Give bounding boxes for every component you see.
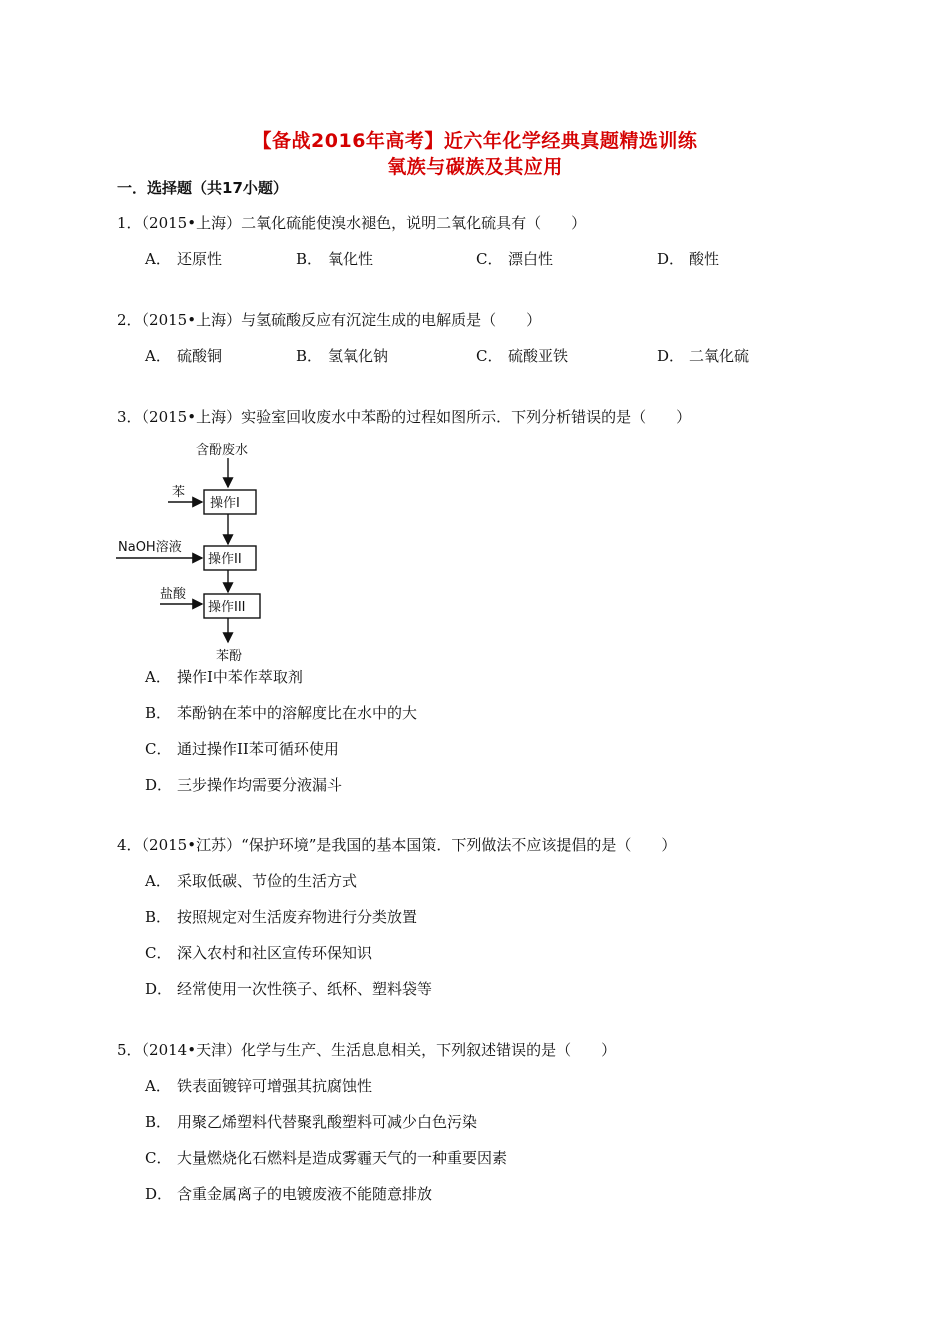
- flow-step1-input: 苯: [172, 485, 186, 500]
- q1-option-c: C． 漂白性: [476, 250, 554, 268]
- q1-option-d: D． 酸性: [657, 250, 720, 268]
- q3-option-c: C． 通过操作II苯可循环使用: [145, 740, 339, 758]
- flow-step2-input: NaOH溶液: [118, 540, 182, 555]
- q3-option-a: A． 操作I中苯作萃取剂: [145, 668, 303, 686]
- question-3-stem: 3．（2015•上海）实验室回收废水中苯酚的过程如图所示．下列分析错误的是（ ）: [117, 408, 692, 426]
- flow-box-step3-label: 操作III: [208, 600, 246, 615]
- question-1-stem: 1．（2015•上海）二氧化硫能使溴水褪色，说明二氧化硫具有（ ）: [117, 214, 587, 232]
- phenol-recovery-flowchart: [112, 438, 292, 668]
- q5-option-b: B． 用聚乙烯塑料代替聚乳酸塑料可减少白色污染: [145, 1113, 478, 1131]
- q5-option-a: A． 铁表面镀锌可增强其抗腐蚀性: [145, 1077, 373, 1095]
- question-5-stem: 5．（2014•天津）化学与生产、生活息息相关，下列叙述错误的是（ ）: [117, 1041, 617, 1059]
- flow-step3-input: 盐酸: [160, 587, 187, 602]
- q2-option-c: C． 硫酸亚铁: [476, 347, 569, 365]
- q2-option-d: D． 二氧化硫: [657, 347, 750, 365]
- flow-top-label: 含酚废水: [196, 443, 249, 458]
- q3-option-b: B． 苯酚钠在苯中的溶解度比在水中的大: [145, 704, 418, 722]
- question-4-stem: 4．（2015•江苏）“保护环境”是我国的基本国策．下列做法不应该提倡的是（ ）: [117, 836, 677, 854]
- q4-option-d: D． 经常使用一次性筷子、纸杯、塑料袋等: [145, 980, 433, 998]
- document-subtitle: 氧族与碳族及其应用: [387, 156, 563, 178]
- q1-option-b: B． 氧化性: [296, 250, 374, 268]
- q5-option-c: C． 大量燃烧化石燃料是造成雾霾天气的一种重要因素: [145, 1149, 508, 1167]
- q3-option-d: D． 三步操作均需要分液漏斗: [145, 776, 343, 794]
- q2-option-b: B． 氢氧化钠: [296, 347, 389, 365]
- q4-option-a: A． 采取低碳、节俭的生活方式: [145, 872, 358, 890]
- q2-option-a: A． 硫酸铜: [145, 347, 223, 365]
- flow-box-step1-label: 操作I: [210, 496, 240, 511]
- q4-option-b: B． 按照规定对生活废弃物进行分类放置: [145, 908, 418, 926]
- q4-option-c: C． 深入农村和社区宣传环保知识: [145, 944, 373, 962]
- q1-option-a: A． 还原性: [145, 250, 223, 268]
- section-heading: 一．选择题（共17小题）: [117, 179, 288, 197]
- q5-option-d: D． 含重金属离子的电镀废液不能随意排放: [145, 1185, 433, 1203]
- document-title: 【备战2016年高考】近六年化学经典真题精选训练: [252, 130, 698, 152]
- flow-output-label: 苯酚: [216, 649, 243, 664]
- question-2-stem: 2．（2015•上海）与氢硫酸反应有沉淀生成的电解质是（ ）: [117, 311, 542, 329]
- flow-box-step2-label: 操作II: [208, 552, 242, 567]
